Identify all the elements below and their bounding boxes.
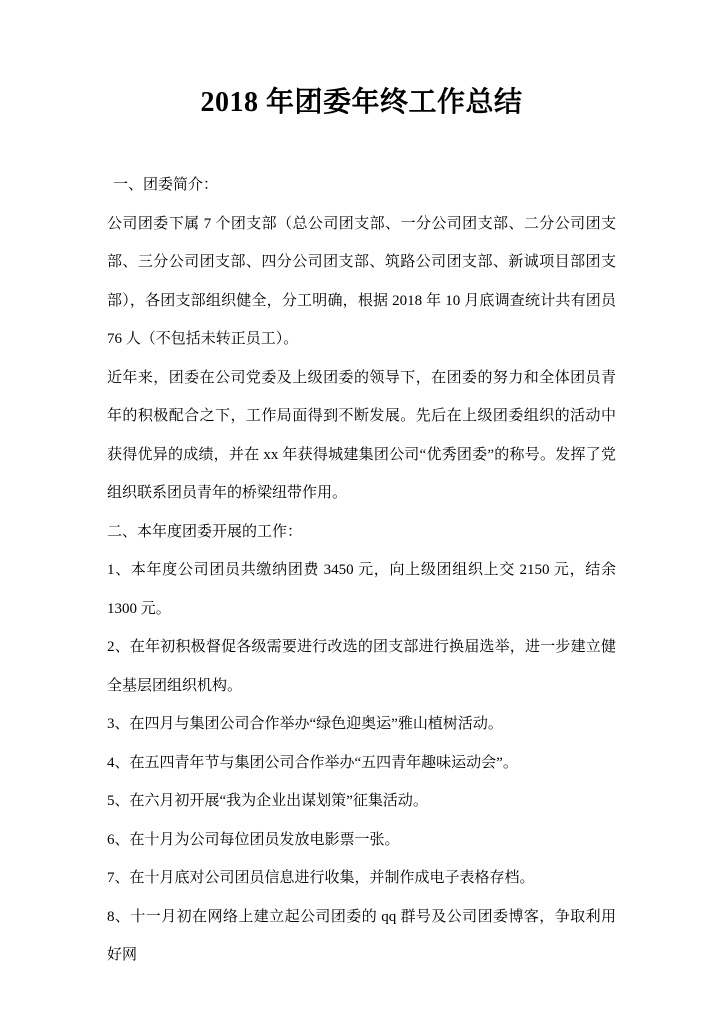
list-item-7: 7、在十月底对公司团员信息进行收集，并制作成电子表格存档。 bbox=[107, 870, 535, 886]
page-title: 2018 年团委年终工作总结 bbox=[200, 87, 523, 118]
section-heading-2: 二、本年度团委开展的工作： bbox=[107, 523, 303, 540]
list-item-6: 6、在十月为公司每位团员发放电影票一张。 bbox=[107, 831, 400, 848]
document-body bbox=[107, 166, 616, 975]
section-heading-1: 一、团委简介： bbox=[113, 177, 219, 193]
list-item-3: 3、在四月与集团公司合作举办“绿色迎奥运”雅山植树活动。 bbox=[107, 716, 503, 732]
list-item-5: 5、在六月初开展“我为企业出谋划策”征集活动。 bbox=[107, 793, 428, 809]
list-item-8: 8、十一月初在网络上建立起公司团委的 qq 群号及公司团委博客，争取利用好网 bbox=[107, 908, 616, 963]
list-item-4: 4、在五四青年节与集团公司合作举办“五四青年趣味运动会”。 bbox=[107, 754, 518, 771]
paragraph-intro: 公司团委下属 7 个团支部（总公司团支部、一分公司团支部、二分公司团支部、三分公司团支部、四分公司团支部、筑路公司团支部、新诚项目部团支部），各团支部组织健全，分工明确，根据 2018 年 10 月底调查统计共有团员 76 人（不包括未转正员工）。 bbox=[107, 215, 616, 347]
list-item-2: 2、在年初积极督促各级需要进行改选的团支部进行换届选举，进一步建立健全基层团组织机构。 bbox=[107, 639, 616, 694]
list-item-1: 1、本年度公司团员共缴纳团费 3450 元，向上级团组织上交 2150 元，结余 1300 元。 bbox=[107, 562, 616, 617]
paragraph-recent-years: 近年来，团委在公司党委及上级团委的领导下，在团委的努力和全体团员青年的积极配合之下，工作局面得到不断发展。先后在上级团委组织的活动中获得优异的成绩，并在 xx 年获得城建集团公司“优秀团委”的称号。发挥了党组织联系团员青年的桥梁纽带作用。 bbox=[107, 369, 616, 501]
